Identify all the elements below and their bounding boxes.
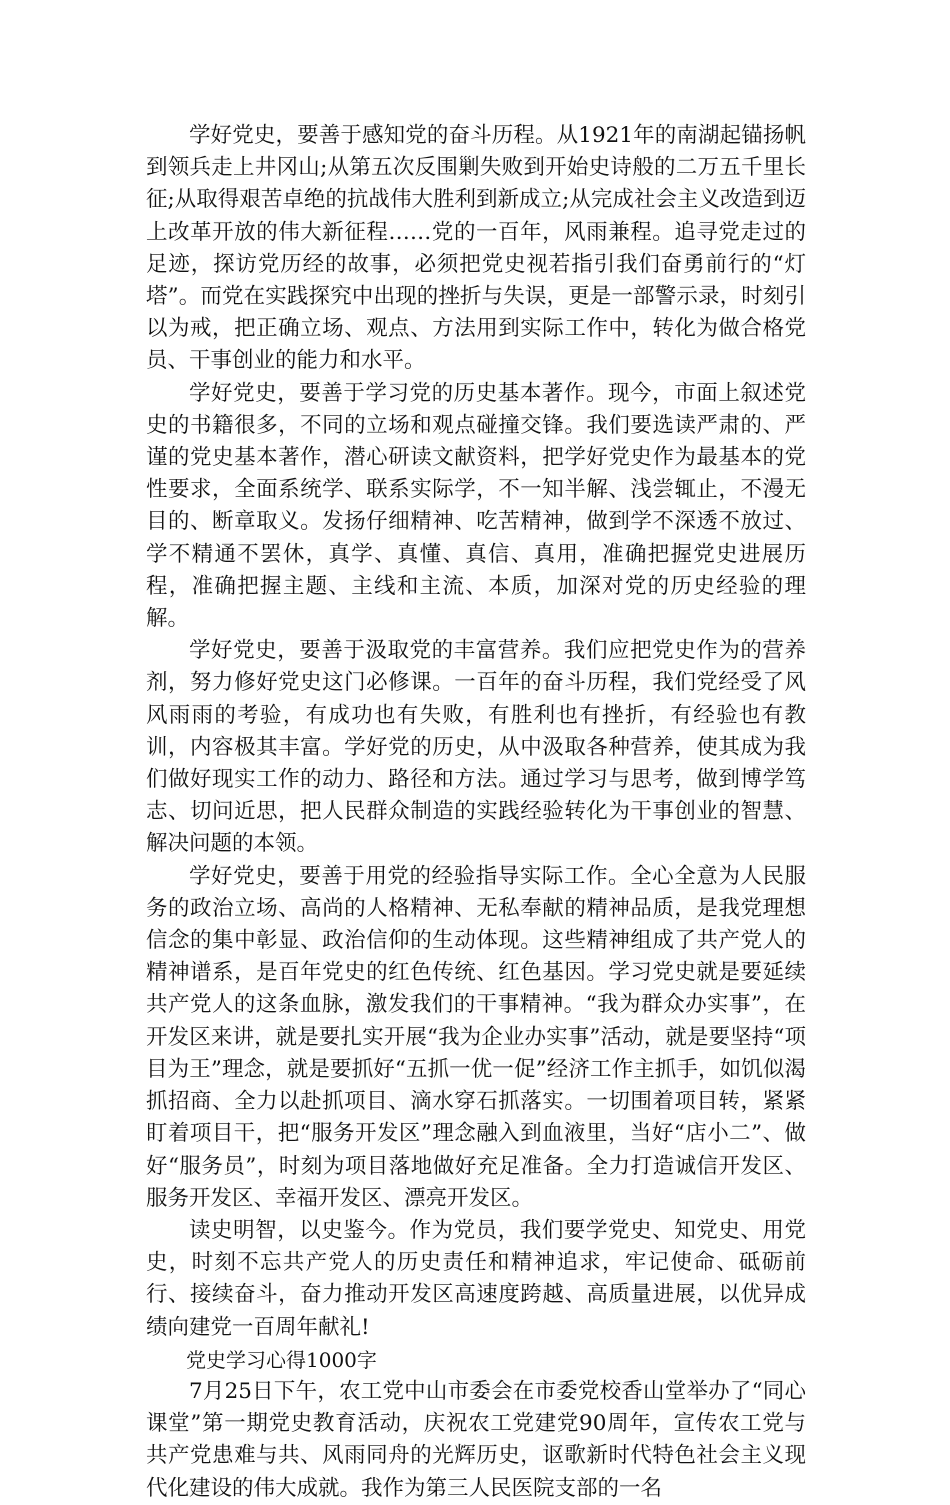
paragraph-study-history-struggle: 学好党史，要善于感知党的奋斗历程。从1921年的南湖起锚扬帆到领兵走上井冈山;从第五次反围剿失败到开始史诗般的二万五千里长征;从取得艰苦卓绝的抗战伟大胜利到新成立;从完成社会主义改造到迈上改革开放的伟大新征程……党的一百年，风雨兼程。追寻党走过的足迹，探访党历经的故事，必须把党史视若指引我们奋勇前行的“灯塔”。而党在实践探究中出现的挫折与失误，更是一部警示录，时刻引以为戒，把正确立场、观点、方法用到实际工作中，转化为做合格党员、干事创业的能力和水平。 — [146, 123, 806, 374]
paragraph-study-history-works: 学好党史，要善于学习党的历史基本著作。现今，市面上叙述党史的书籍很多，不同的立场和观点碰撞交锋。我们要选读严肃的、严谨的党史基本著作，潜心研读文献资料，把学好党史作为最基本的党性要求，全面系统学、联系实际学，不一知半解、浅尝辄止，不漫无目的、断章取义。发扬仔细精神、吃苦精神，做到学不深透不放过、学不精通不罢休，真学、真懂、真信、真用，准确把握党史进展历程，准确把握主题、主线和主流、本质，加深对党的历史经验的理解。 — [146, 380, 806, 632]
paragraph-event-intro: 7月25日下午，农工党中山市委会在市委党校香山堂举办了“同心课堂”第一期党史教育活动，庆祝农工党建党90周年，宣传农工党与共产党患难与共、风雨同舟的光辉历史，讴歌新时代特色社会主义现代化建设的伟大成就。我作为第三人民医院支部的一名 — [146, 1378, 806, 1501]
section-title: 党史学习心得1000字 — [186, 1347, 377, 1372]
paragraph-conclusion: 读史明智，以史鉴今。作为党员，我们要学党史、知党史、用党史，时刻不忘共产党人的历史责任和精神追求，牢记使命、砥砺前行、接续奋斗，奋力推动开发区高速度跨越、高质量进展，以优异成绩向建党一百周年献礼! — [146, 1217, 806, 1340]
paragraph-study-history-nutrition: 学好党史，要善于汲取党的丰富营养。我们应把党史作为的营养剂，努力修好党史这门必修课。一百年的奋斗历程，我们党经受了风风雨雨的考验，有成功也有失败，有胜利也有挫折，有经验也有教训，内容极其丰富。学好党的历史，从中汲取各种营养，使其成为我们做好现实工作的动力、路径和方法。通过学习与思考，做到博学笃志、切问近思，把人民群众制造的实践经验转化为干事创业的智慧、解决问题的本领。 — [146, 638, 806, 857]
paragraph-study-history-practice: 学好党史，要善于用党的经验指导实际工作。全心全意为人民服务的政治立场、高尚的人格精神、无私奉献的精神品质，是我党理想信念的集中彰显、政治信仰的生动体现。这些精神组成了共产党人的精神谱系，是百年党史的红色传统、红色基因。学习党史就是要延续共产党人的这条血脉，激发我们的干事精神。“我为群众办实事”，在开发区来讲，就是要扎实开展“我为企业办实事”活动，就是要坚持“项目为王”理念，就是要抓好“五抓一优一促”经济工作主抓手，如饥似渴抓招商、全力以赴抓项目、滴水穿石抓落实。一切围着项目转，紧紧盯着项目干，把“服务开发区”理念融入到血液里，当好“店小二”、做好“服务员”，时刻为项目落地做好充足准备。全力打造诚信开发区、服务开发区、幸福开发区、漂亮开发区。 — [146, 863, 807, 1211]
document-page — [146, 120, 806, 1505]
